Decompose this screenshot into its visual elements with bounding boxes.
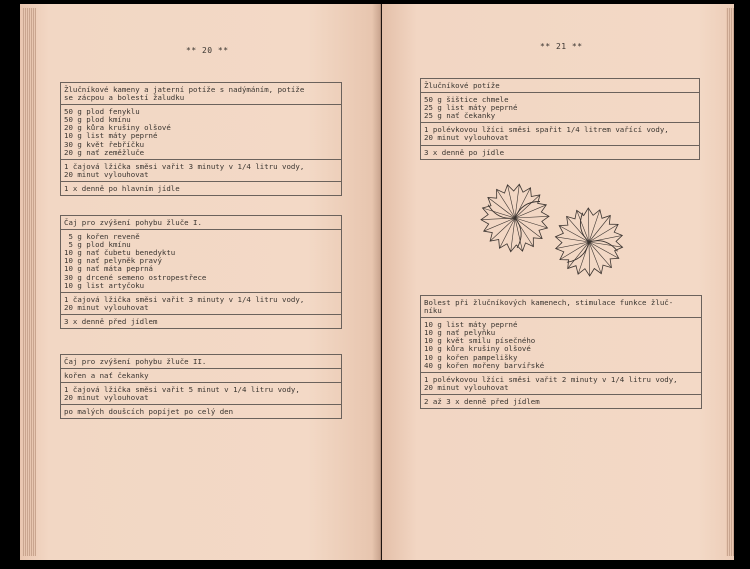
- text-line: 30 g drcené semeno ostropestřece: [64, 272, 207, 282]
- text-line: 20 g kůra krušiny olšové: [64, 123, 171, 133]
- ingredient-list: [61, 368, 341, 382]
- ornament-ray: [511, 218, 515, 252]
- text-line: po malých doušcích popíjet po celý den: [64, 407, 234, 417]
- text-line: 20 minut vylouhovat: [64, 302, 149, 312]
- ornament-ray: [589, 242, 590, 276]
- dosage-text: [61, 314, 341, 328]
- ingredient-list: [61, 104, 341, 159]
- text-line: 1 polévkovou lžíci směsi vařit 2 minuty v 1/4 litru vody,: [424, 374, 678, 384]
- text-line: 10 g nať pelyněk pravý: [64, 256, 162, 266]
- recipe-title: [421, 79, 699, 92]
- text-line: 10 g kořen pampelišky: [424, 352, 518, 362]
- recipe-card: [420, 295, 702, 409]
- text-line: 10 g list máty peprné: [424, 320, 518, 330]
- ingredient-list: [61, 229, 341, 292]
- text-line: se zácpou a bolestí žaludku: [64, 93, 185, 103]
- text-line: 1 x denně po hlavním jídle: [64, 183, 180, 193]
- text-line: 2 až 3 x denně před jídlem: [424, 396, 540, 406]
- text-line: 20 minut vylouhovat: [64, 169, 149, 179]
- ornament-ray: [515, 216, 549, 218]
- preparation-text: [421, 372, 701, 394]
- text-line: 3 x denně před jídlem: [64, 316, 158, 326]
- right-page: [382, 4, 734, 560]
- page-number-right: ** 21 **: [540, 42, 583, 51]
- text-line: 10 g list artyčoku: [64, 280, 145, 290]
- recipe-card: [60, 82, 342, 196]
- text-line: Čaj pro zvýšení pohybu žluče I.: [64, 218, 202, 227]
- open-book: [6, 4, 746, 564]
- text-line: 20 minut vylouhovat: [424, 133, 509, 143]
- ingredient-list: [421, 92, 699, 122]
- dandelion-seed-ornament: [477, 180, 637, 290]
- text-line: 10 g nať pelyňku: [424, 328, 496, 338]
- recipe-card: [420, 78, 700, 160]
- text-line: 50 g plod fenyklu: [64, 107, 140, 117]
- text-line: 20 g nať zeměžluče: [64, 147, 145, 157]
- recipe-title: [61, 355, 341, 368]
- page-edges-right: [726, 8, 734, 556]
- text-line: 5 g plod kmínu: [64, 240, 131, 250]
- page-edges-left: [22, 8, 36, 556]
- preparation-text: [61, 382, 341, 404]
- ornament-ray: [497, 189, 515, 218]
- text-line: 3 x denně po jídle: [424, 147, 505, 157]
- ornament-ray: [589, 242, 611, 268]
- preparation-text: [61, 292, 341, 314]
- recipe-title: [421, 296, 701, 317]
- preparation-text: [61, 159, 341, 181]
- text-line: 1 polévkovou lžíci směsi spařit 1/4 litrem vařící vody,: [424, 125, 669, 135]
- ornament-curve: [580, 213, 589, 242]
- dosage-text: [421, 145, 699, 159]
- text-line: Žlučníkové potíže: [424, 81, 500, 90]
- text-line: Bolest při žlučníkových kamenech, stimulace funkce žluč-: [424, 298, 674, 307]
- text-line: 1 čajová lžička směsi vařit 5 minut v 1/4 litru vody,: [64, 385, 300, 395]
- recipe-title: [61, 83, 341, 104]
- dosage-text: [61, 404, 341, 418]
- ingredient-list: [421, 317, 701, 372]
- text-line: 10 g nať čubetu benedyktu: [64, 248, 176, 258]
- ornament-ray: [589, 216, 610, 243]
- text-line: 30 g květ řebříčku: [64, 139, 145, 149]
- text-line: 50 g šištice chmele: [424, 95, 509, 105]
- text-line: níku: [424, 306, 442, 316]
- text-line: 10 g kůra krušiny olšové: [424, 344, 531, 354]
- preparation-text: [421, 122, 699, 144]
- dosage-text: [421, 394, 701, 408]
- text-line: 20 minut vylouhovat: [64, 393, 149, 403]
- left-page: [20, 4, 381, 560]
- recipe-title: [61, 216, 341, 229]
- ornament-ray: [588, 208, 589, 242]
- recipe-card: [60, 354, 342, 419]
- text-line: 1 čajová lžička směsi vařit 3 minuty v 1/4 litru vody,: [64, 294, 305, 304]
- text-line: 20 minut vylouhovat: [424, 382, 509, 392]
- ornament-ray: [490, 218, 515, 241]
- text-line: 25 g nať čekanky: [424, 111, 496, 121]
- text-line: 50 g plod kmínu: [64, 115, 131, 125]
- text-line: Žlučníkové kameny a jaterní potíže s nadýmáním, potíže: [64, 85, 305, 94]
- ornament-ray: [483, 208, 516, 218]
- text-line: 5 g kořen reveně: [64, 232, 140, 242]
- text-line: 25 g list máty peprné: [424, 103, 518, 113]
- ornament-ray: [515, 195, 540, 218]
- text-line: 10 g nať máta peprná: [64, 264, 153, 274]
- dosage-text: [61, 181, 341, 195]
- text-line: 10 g květ smilu písečného: [424, 336, 536, 346]
- text-line: 10 g list máty peprné: [64, 131, 158, 141]
- page-number-left: ** 20 **: [186, 46, 229, 55]
- text-line: 1 čajová lžička směsi vařit 3 minuty v 1/4 litru vody,: [64, 161, 305, 171]
- text-line: kořen a nať čekanky: [64, 371, 149, 381]
- recipe-card: [60, 215, 342, 329]
- ornament-curve: [515, 201, 540, 218]
- text-line: Čaj pro zvýšení pohybu žluče II.: [64, 357, 207, 366]
- text-line: 40 g kořen mořeny barvířské: [424, 360, 545, 370]
- ornament-ray: [568, 242, 589, 269]
